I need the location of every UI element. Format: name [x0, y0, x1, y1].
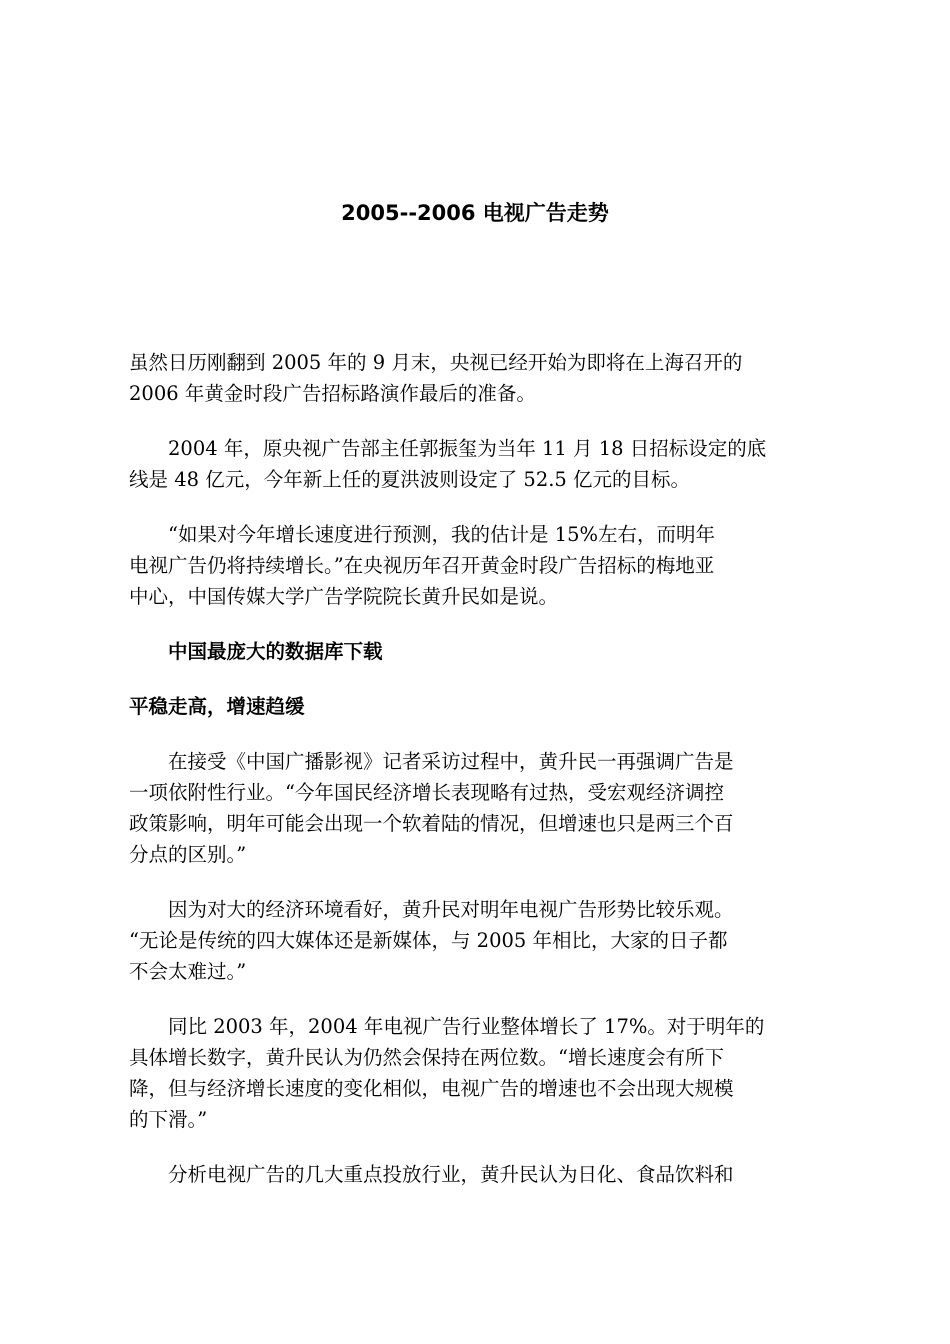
paragraph-optimism: 因为对大的经济环境看好，黄升民对明年电视广告形势比较乐观。 “无论是传统的四大媒体还是新媒体，与 2005 年相比，大家的日子都 不会太难过。” — [129, 898, 734, 983]
database-download-link-text: 中国最庞大的数据库下载 — [168, 640, 383, 663]
paragraph-intro: 虽然日历刚翻到 2005 年的 9 月末，央视已经开始为即将在上海召开的 2006 年黄金时段广告招标路演作最后的准备。 — [129, 351, 743, 405]
document-body — [129, 347, 823, 1214]
paragraph-interview: 在接受《中国广播影视》记者采访过程中，黄升民一再强调广告是 一项依附性行业。“今年国民经济增长表现略有过热，受宏观经济调控 政策影响，明年可能会出现一个软着陆的情况，但增速也只是两三个百 分点的区别。” — [129, 750, 734, 866]
document-title: 2005--2006 电视广告走势 — [341, 201, 609, 225]
paragraph-growth-forecast: “如果对今年增长速度进行预测，我的估计是 15%左右，而明年 电视广告仍将持续增长。”在央视历年召开黄金时段广告招标的梅地亚 中心，中国传媒大学广告学院院长黄升民如是说。 — [129, 523, 716, 608]
paragraph-2004-baseline: 2004 年，原央视广告部主任郭振玺为当年 11 月 18 日招标设定的底 线是 48 亿元，今年新上任的夏洪波则设定了 52.5 亿元的目标。 — [129, 437, 767, 491]
paragraph-growth-2004: 同比 2003 年，2004 年电视广告行业整体增长了 17%。对于明年的 具体增长数字，黄升民认为仍然会保持在两位数。“增长速度会有所下 降，但与经济增长速度的变化相似，电视广告的增速也不会出现大规模 的下滑。” — [129, 1015, 765, 1131]
section-heading: 平稳走高，增速趋缓 — [129, 695, 305, 718]
paragraph-industries: 分析电视广告的几大重点投放行业，黄升民认为日化、食品饮料和 — [168, 1163, 734, 1186]
